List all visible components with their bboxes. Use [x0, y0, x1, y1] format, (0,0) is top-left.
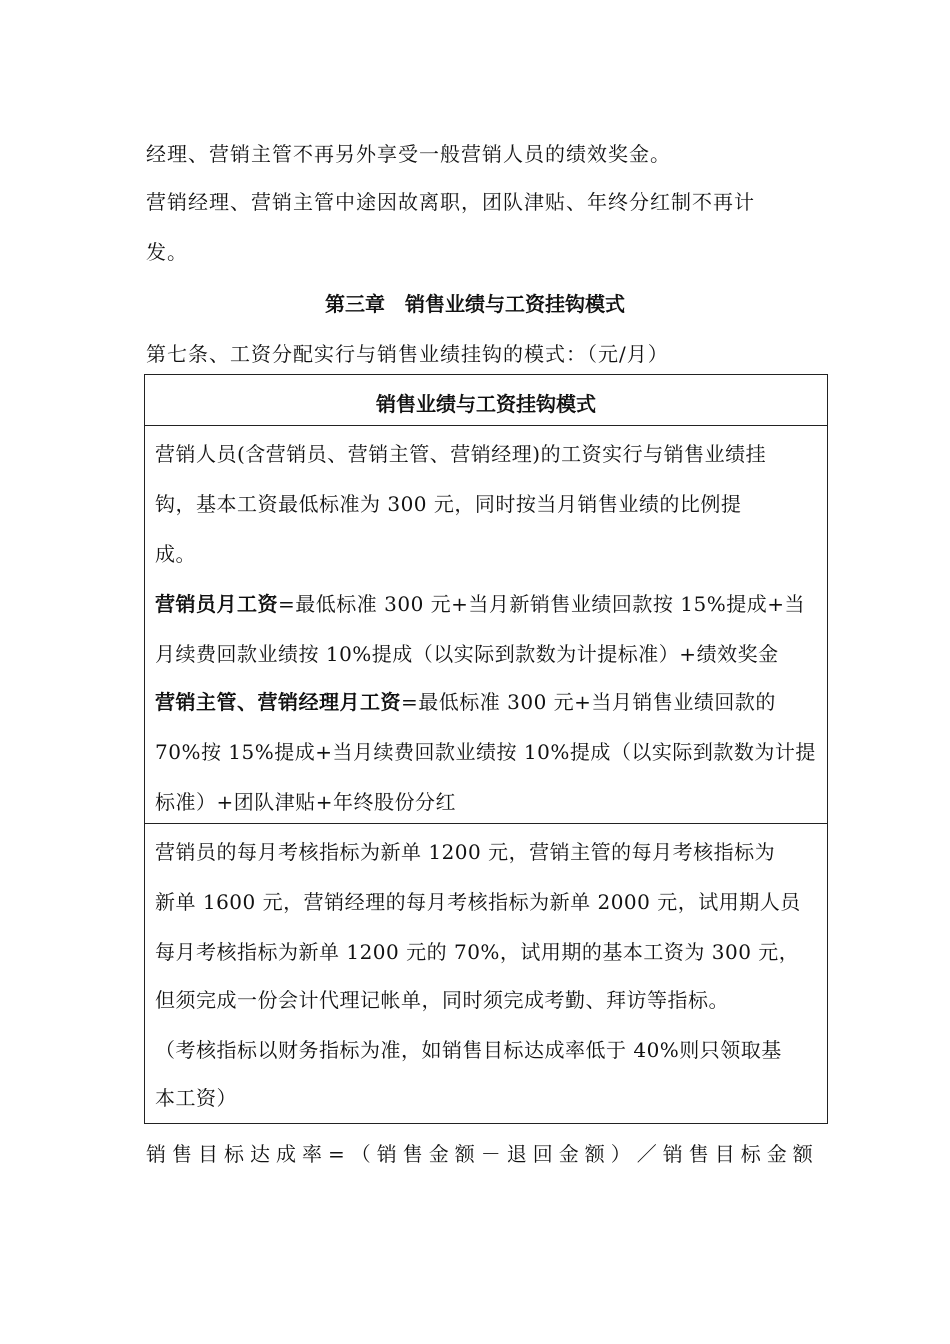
- manager-formula-rest: =最低标准 300 元+当月销售业绩回款的: [401, 690, 776, 714]
- targets-line-3: 每月考核指标为新单 1200 元的 70%，试用期的基本工资为 300 元，: [155, 940, 800, 964]
- manager-formula-line-2: 70%按 15%提成+当月续费回款业绩按 10%提成（以实际到款数为计提: [155, 740, 816, 764]
- salesperson-formula-rest: =最低标准 300 元+当月新销售业绩回款按 15%提成+当: [278, 592, 805, 616]
- salesperson-formula-line-2: 月续费回款业绩按 10%提成（以实际到款数为计提标准）+绩效奖金: [155, 642, 779, 666]
- table-title: 销售业绩与工资挂钩模式: [376, 392, 596, 416]
- salesperson-formula-lead: 营销员月工资: [155, 592, 278, 616]
- intro-line-3: 发。: [146, 240, 188, 264]
- salary-desc-line-1: 营销人员(含营销员、营销主管、营销经理)的工资实行与销售业绩挂: [155, 442, 767, 466]
- manager-formula-line-3: 标准）+团队津贴+年终股份分红: [155, 790, 457, 814]
- intro-line-2: 营销经理、营销主管中途因故离职，团队津贴、年终分红制不再计: [146, 190, 755, 214]
- article-seven: 第七条、工资分配实行与销售业绩挂钩的模式：（元/月）: [146, 342, 669, 366]
- intro-line-1: 经理、营销主管不再另外享受一般营销人员的绩效奖金。: [146, 142, 671, 166]
- salary-desc-line-2: 钩，基本工资最低标准为 300 元，同时按当月销售业绩的比例提: [155, 492, 742, 516]
- manager-formula-line-1: [155, 686, 776, 715]
- chapter-title: 第三章 销售业绩与工资挂钩模式: [325, 292, 625, 316]
- targets-line-1: 营销员的每月考核指标为新单 1200 元，营销主管的每月考核指标为: [155, 840, 776, 864]
- pay-model-table: [144, 374, 828, 1124]
- targets-line-5: （考核指标以财务指标为准，如销售目标达成率低于 40%则只领取基: [155, 1038, 782, 1062]
- salary-desc-line-3: 成。: [155, 542, 196, 566]
- targets-line-4: 但须完成一份会计代理记帐单，同时须完成考勤、拜访等指标。: [155, 988, 729, 1012]
- achievement-rate-formula: 销售目标达成率=（销售金额－退回金额）／销售目标金额: [146, 1142, 819, 1166]
- table-row-targets: [145, 824, 827, 1122]
- table-header-row: [145, 375, 827, 426]
- targets-line-6: 本工资）: [155, 1086, 237, 1110]
- salesperson-formula-line-1: [155, 588, 805, 617]
- targets-line-2: 新单 1600 元，营销经理的每月考核指标为新单 2000 元，试用期人员: [155, 890, 801, 914]
- table-row-salary: [145, 426, 827, 824]
- manager-formula-lead: 营销主管、营销经理月工资: [155, 690, 401, 714]
